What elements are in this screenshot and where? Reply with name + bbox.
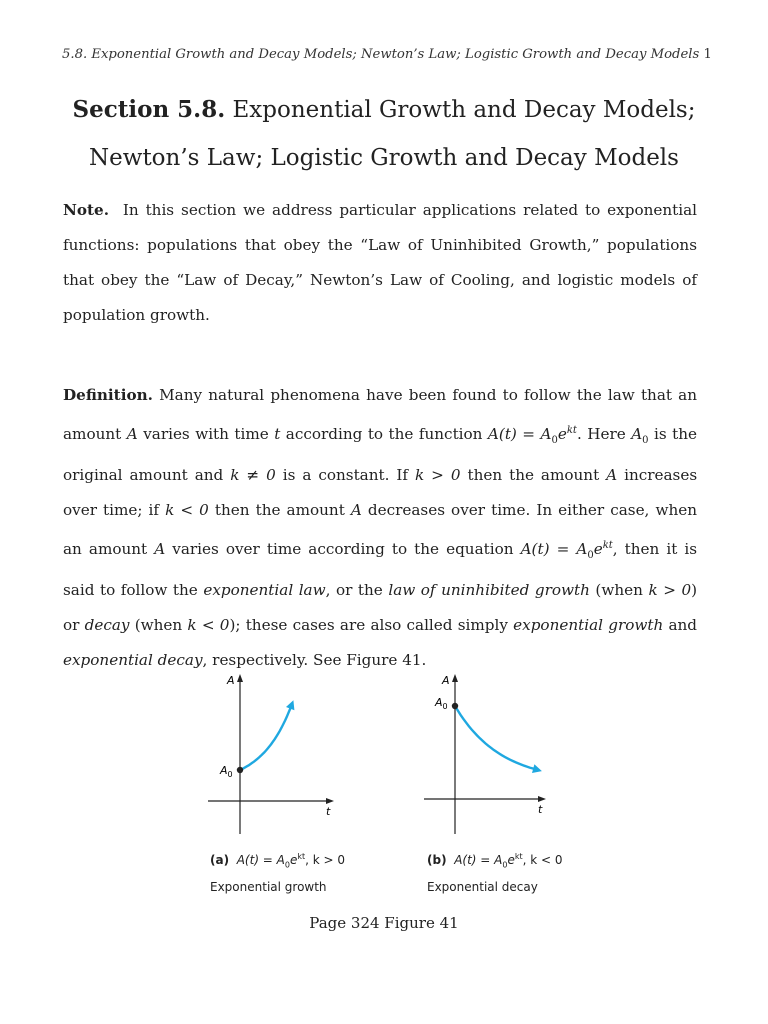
- figure-a-name: Exponential growth: [210, 880, 327, 895]
- definition-paragraph: [63, 378, 697, 678]
- math-k-neq: k ≠ 0: [230, 466, 276, 485]
- def-text: is the original amount and: [63, 425, 697, 485]
- intercept-label: $A_0$: [435, 696, 448, 711]
- x-axis-arrow-icon: [326, 798, 334, 804]
- page-number: 1: [703, 47, 712, 62]
- axis-label-t: t: [538, 803, 543, 816]
- math-formula: $A(t) = A_0e^{kt}$: [520, 540, 613, 562]
- figure-a-formula: (a) $A(t) = A_0e^{kt}$, k > 0: [210, 852, 346, 870]
- note-paragraph: [63, 193, 697, 333]
- y-axis-arrow-icon: [237, 674, 243, 682]
- figure-b-plot: [420, 668, 570, 843]
- section-number: Section 5.8.: [72, 96, 226, 123]
- def-text: . Here: [576, 425, 626, 444]
- def-text: then the amount: [467, 466, 600, 485]
- math-k-gt: k > 0: [415, 466, 461, 485]
- def-text: varies with time: [143, 425, 269, 444]
- def-text: ); these cases are also called simply: [229, 616, 508, 635]
- def-text: (when: [134, 616, 183, 635]
- math-t: t: [274, 425, 281, 444]
- intercept-label: $A_0$: [220, 764, 233, 779]
- intercept-point: [452, 703, 458, 709]
- running-head: [62, 47, 712, 62]
- math-A0: $A_0$: [631, 425, 649, 447]
- def-text: , respectively. See Figure 41.: [202, 651, 427, 670]
- math-k-lt: k < 0: [187, 616, 230, 635]
- math-formula: $A(t) = A_0e^{kt}$: [487, 425, 577, 447]
- term-exponential-decay: exponential decay: [63, 651, 203, 670]
- axis-label-t: t: [326, 805, 331, 818]
- term-decay: decay: [84, 616, 130, 635]
- figure-b-caption: [427, 846, 563, 898]
- math-A: A: [606, 466, 618, 485]
- section-title-text1: Exponential Growth and Decay Models;: [232, 97, 696, 123]
- figure-b-decay: [420, 668, 570, 847]
- definition-label: Definition.: [63, 386, 153, 404]
- figure-a-plot: [200, 668, 350, 843]
- figure-caption: Page 324 Figure 41: [309, 914, 459, 932]
- axis-label-A: A: [227, 674, 235, 687]
- y-axis-arrow-icon: [452, 674, 458, 682]
- figure-a-growth: [200, 668, 350, 847]
- decay-curve: [455, 706, 538, 770]
- def-text: , or the: [325, 581, 383, 600]
- math-A: A: [126, 425, 138, 444]
- intercept-point: [237, 767, 243, 773]
- def-text: (when: [595, 581, 643, 600]
- section-title-line1: [0, 86, 768, 134]
- figure-b-name: Exponential decay: [427, 880, 538, 895]
- math-A: A: [350, 501, 362, 520]
- def-text: , then it is said to follow the: [63, 540, 698, 600]
- def-text: increases over time; if: [63, 466, 698, 520]
- term-exponential-law: exponential law: [203, 581, 326, 600]
- note-label: Note.: [63, 201, 109, 219]
- math-A: A: [154, 540, 166, 559]
- def-text: decreases over time. In either case, when an amount: [63, 501, 697, 559]
- figure-b-formula: (b) $A(t) = A_0e^{kt}$, k < 0: [427, 852, 563, 870]
- figure-a-caption: [210, 846, 345, 898]
- def-text: varies over time according to the equation: [172, 540, 514, 559]
- section-title-line2: Newton’s Law; Logistic Growth and Decay Models: [89, 145, 679, 171]
- growth-curve: [240, 704, 292, 770]
- def-text: and: [668, 616, 698, 635]
- decay-curve-arrow-icon: [532, 764, 542, 773]
- term-exponential-growth: exponential growth: [513, 616, 664, 635]
- def-text: ) or: [63, 581, 698, 635]
- section-title: [0, 86, 768, 182]
- def-text: according to the function: [285, 425, 483, 444]
- def-text: Many natural phenomena have been found to follow the law that an amount: [63, 386, 698, 444]
- axis-label-A: A: [442, 674, 450, 687]
- running-head-text: 5.8. Exponential Growth and Decay Models; Newton’s Law; Logistic Growth and Decay Models: [62, 47, 700, 62]
- math-k-gt: k > 0: [648, 581, 692, 600]
- term-uninhibited-growth: law of uninhibited growth: [388, 581, 590, 600]
- def-text: is a constant. If: [282, 466, 409, 485]
- note-text: In this section we address particular applications related to exponential functions: populations that obey the “Law of Uninhibited Growth,” populations that obey the “Law of Decay,” Newton’s Law of Cooling, and logistic models of population growth.: [63, 201, 698, 324]
- math-k-lt: k < 0: [165, 501, 209, 520]
- x-axis-arrow-icon: [538, 796, 546, 802]
- def-text: then the amount: [214, 501, 345, 520]
